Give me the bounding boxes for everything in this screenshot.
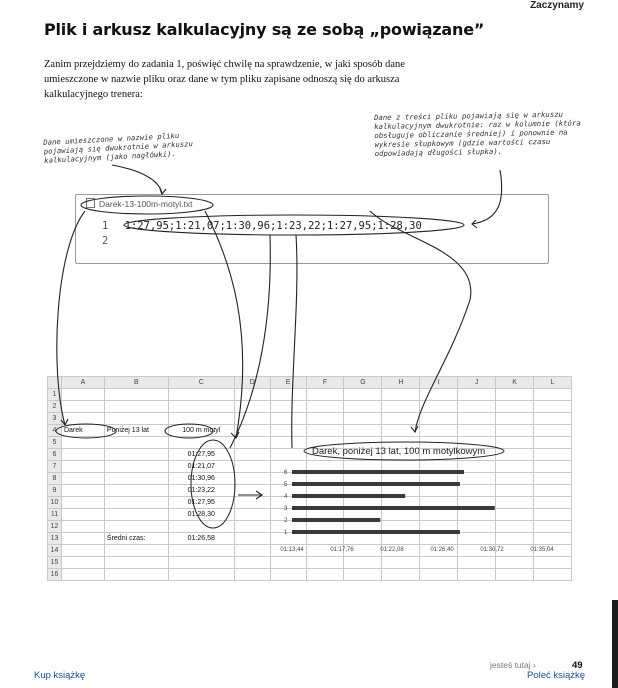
recommend-book-link[interactable]: Poleć książkę: [527, 670, 586, 681]
x-tick-label: 01:26,40: [430, 547, 454, 553]
x-tick-label: 01:22,08: [380, 547, 404, 553]
column-header[interactable]: A: [61, 377, 104, 389]
row-header[interactable]: 16: [48, 569, 62, 581]
column-header[interactable]: B: [104, 377, 168, 389]
cell[interactable]: 100 m motyl: [168, 425, 234, 437]
column-header[interactable]: G: [344, 377, 382, 389]
row-header[interactable]: 9: [48, 485, 62, 497]
arrow-to-header-c: [205, 211, 243, 438]
x-tick-label: 01:30,72: [480, 547, 504, 553]
cell[interactable]: 01:26,58: [168, 533, 234, 545]
row-header[interactable]: 12: [48, 521, 62, 533]
page-number: 49: [572, 660, 583, 671]
row-header[interactable]: 8: [48, 473, 62, 485]
x-tick-label: 01:35,04: [530, 547, 554, 553]
cell[interactable]: 01:30,96: [168, 473, 234, 485]
y-tick-label: 4: [284, 494, 288, 500]
row-header[interactable]: 14: [48, 545, 62, 557]
arrow-to-chart: [292, 235, 297, 448]
column-header[interactable]: D: [234, 377, 270, 389]
column-header[interactable]: H: [382, 377, 420, 389]
y-tick-label: 5: [284, 482, 288, 488]
section-label: Zaczynamy: [530, 0, 584, 11]
intro-paragraph: Zanim przejdziemy do zadania 1, poświęć chwilę na sprawdzenie, w jaki sposób dane umieszczone w nazwie pliku oraz dane w tym pliku zapisane odnoszą się do arkusza kalkulacyjnego trenera:: [44, 59, 405, 100]
line-number: 2: [102, 235, 109, 247]
page-edge-bar: [612, 600, 618, 688]
line-number: 1: [102, 220, 109, 232]
arrow-to-chart-title: [370, 211, 471, 432]
file-name: Darek-13-100m-motyl.txt: [99, 199, 193, 209]
cell[interactable]: 01:23,22: [168, 485, 234, 497]
page-title: Plik i arkusz kalkulacyjny są ze sobą „powiązane”: [44, 20, 485, 39]
arrow-right-annotation: [472, 170, 502, 224]
row-header[interactable]: 2: [48, 401, 62, 413]
column-header[interactable]: K: [496, 377, 534, 389]
file-name-ellipse: [81, 196, 213, 214]
column-header[interactable]: L: [534, 377, 572, 389]
annotation-left: Dane umieszczone w nazwie pliku pojawiają się dwukrotnie w arkuszu kalkulacyjnym (jako nagłówki).: [43, 130, 194, 165]
arrow-left-annotation: [112, 165, 162, 194]
header-a-ellipse: [56, 424, 116, 438]
arrow-to-column: [230, 235, 270, 448]
cell[interactable]: 01:27,95: [168, 497, 234, 509]
you-are-here-label: jesteś tutaj ›: [490, 660, 536, 670]
y-tick-label: 3: [284, 506, 288, 512]
cell[interactable]: 01:28,30: [168, 509, 234, 521]
row-header[interactable]: 5: [48, 437, 62, 449]
row-header[interactable]: 3: [48, 413, 62, 425]
cell[interactable]: 01:21,07: [168, 461, 234, 473]
x-tick-label: 01:17,76: [330, 547, 354, 553]
chart-title-ellipse: [304, 442, 504, 460]
row-header[interactable]: 6: [48, 449, 62, 461]
file-data-ellipse: [124, 215, 464, 235]
times-column-ellipse: [191, 440, 235, 528]
annotation-right: Dane z treści pliku pojawiają się w arkuszu kalkulacyjnym dwukrotnie: raz w kolumnie (która obsługuje obliczanie średniej) i ponownie na wykresie słupkowym (gdzie wartości czasu odpowiadają długości słupka).: [374, 109, 581, 158]
y-tick-label: 6: [284, 470, 288, 476]
chevron-right-icon: ›: [533, 660, 536, 670]
row-header[interactable]: 7: [48, 461, 62, 473]
buy-book-link[interactable]: Kup książkę: [34, 670, 86, 681]
arrow-to-header-a: [57, 211, 85, 425]
cell[interactable]: 01:27,95: [168, 449, 234, 461]
y-tick-label: 1: [284, 530, 288, 536]
row-header[interactable]: 11: [48, 509, 62, 521]
y-tick-label: 2: [284, 518, 288, 524]
row-header[interactable]: 13: [48, 533, 62, 545]
chart-title: Darek, poniżej 13 lat, 100 m motylkowym: [312, 446, 486, 457]
row-header[interactable]: 15: [48, 557, 62, 569]
row-header[interactable]: 1: [48, 389, 62, 401]
cell[interactable]: Darek: [61, 425, 104, 437]
column-header[interactable]: E: [270, 377, 306, 389]
x-tick-label: 01:13,44: [280, 547, 304, 553]
row-header[interactable]: 10: [48, 497, 62, 509]
cell[interactable]: Średni czas:: [104, 533, 168, 545]
row-header[interactable]: 4: [48, 425, 62, 437]
column-header[interactable]: I: [420, 377, 458, 389]
column-header[interactable]: C: [168, 377, 234, 389]
line-text: 1:27,95;1:21,07;1:30,96;1:23,22;1:27,95;1:28,30: [124, 220, 422, 232]
column-header[interactable]: F: [306, 377, 344, 389]
cell[interactable]: Poniżej 13 lat: [104, 425, 168, 437]
header-c-ellipse: [165, 424, 213, 438]
column-header[interactable]: J: [458, 377, 496, 389]
